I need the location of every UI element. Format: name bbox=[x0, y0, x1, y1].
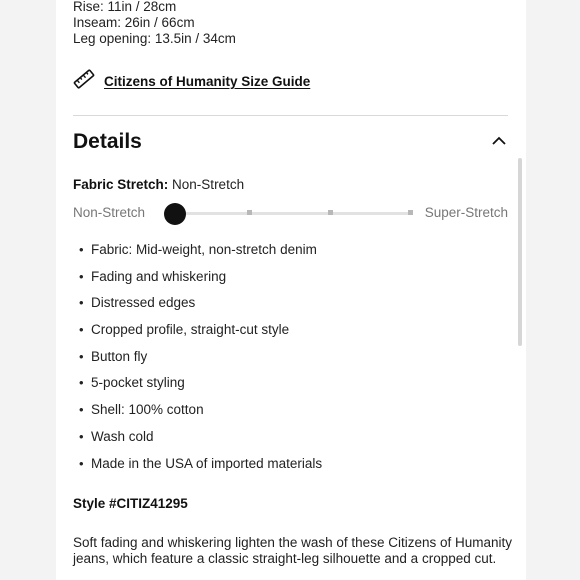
fabric-stretch-label: Fabric Stretch: bbox=[73, 177, 169, 192]
list-item: • 5-pocket styling bbox=[79, 375, 185, 391]
size-guide-link[interactable]: Citizens of Humanity Size Guide bbox=[104, 74, 311, 89]
list-item: • Fading and whiskering bbox=[79, 268, 227, 284]
size-guide-link-row[interactable] bbox=[72, 68, 310, 95]
list-item: • Distressed edges bbox=[79, 295, 196, 311]
list-item: • Fabric: Mid-weight, non-stretch denim bbox=[79, 242, 317, 257]
style-number: Style #CITIZ41295 bbox=[73, 496, 188, 511]
measurement-leg-opening: Leg opening: 13.5in / 34cm bbox=[73, 31, 236, 46]
stretch-tick bbox=[328, 210, 333, 215]
list-item: • Made in the USA of imported materials bbox=[79, 455, 323, 471]
scrollbar[interactable] bbox=[518, 158, 522, 346]
stretch-scale bbox=[73, 203, 508, 223]
details-bullet-list bbox=[73, 242, 322, 482]
stretch-indicator bbox=[164, 203, 186, 225]
measurement-inseam: Inseam: 26in / 66cm bbox=[73, 15, 195, 30]
product-details-panel bbox=[56, 0, 526, 580]
stretch-tick bbox=[408, 210, 413, 215]
stretch-tick bbox=[247, 210, 252, 215]
details-heading: Details bbox=[73, 130, 142, 153]
ruler-icon bbox=[72, 68, 96, 95]
stretch-max-label: Super-Stretch bbox=[424, 205, 508, 220]
list-item: • Button fly bbox=[79, 348, 148, 364]
product-description bbox=[73, 535, 513, 567]
section-divider bbox=[73, 115, 508, 116]
description-line: Soft fading and whiskering lighten the wash of these Citizens of Humanity bbox=[73, 535, 512, 550]
description-line: jeans, which feature a classic straight-leg silhouette and a cropped cut. bbox=[73, 551, 497, 566]
list-item: • Shell: 100% cotton bbox=[79, 402, 204, 418]
stretch-min-label: Non-Stretch bbox=[73, 205, 146, 220]
fabric-stretch-value: Non-Stretch bbox=[172, 177, 245, 192]
fabric-stretch-row bbox=[73, 177, 244, 192]
measurement-rise: Rise: 11in / 28cm bbox=[73, 0, 177, 14]
stretch-track bbox=[175, 212, 413, 215]
chevron-up-icon[interactable] bbox=[491, 135, 507, 147]
list-item: • Wash cold bbox=[79, 428, 154, 444]
list-item: • Cropped profile, straight-cut style bbox=[79, 322, 290, 338]
